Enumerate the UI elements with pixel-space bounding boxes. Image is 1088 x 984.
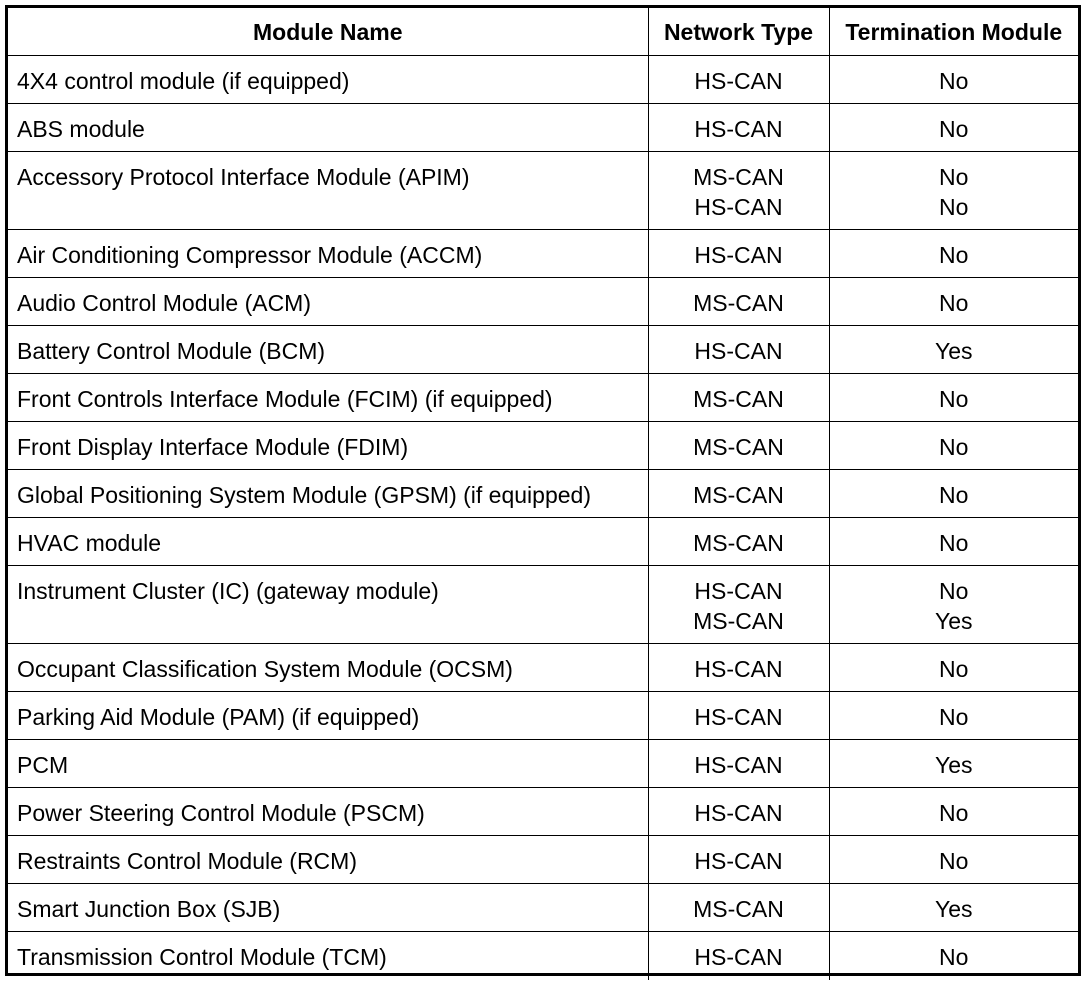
termination-module-cell bbox=[829, 884, 1078, 932]
table-row bbox=[8, 152, 1078, 230]
termination-value: Yes bbox=[934, 896, 973, 922]
network-type-cell bbox=[648, 326, 829, 374]
network-type-cell bbox=[648, 152, 829, 230]
table-row bbox=[8, 470, 1078, 518]
network-type-cell bbox=[648, 230, 829, 278]
network-type-cell bbox=[648, 104, 829, 152]
termination-value: Yes bbox=[934, 608, 973, 634]
network-type-value: HS-CAN bbox=[694, 338, 783, 364]
network-type-value: MS-CAN bbox=[693, 896, 784, 922]
module-name-cell: ABS module bbox=[8, 104, 648, 152]
table-row bbox=[8, 104, 1078, 152]
header-network-type: Network Type bbox=[648, 8, 829, 56]
network-type-cell bbox=[648, 884, 829, 932]
module-name-cell: Front Controls Interface Module (FCIM) (if equipped) bbox=[8, 374, 648, 422]
termination-module-cell bbox=[829, 740, 1078, 788]
module-name-cell: Power Steering Control Module (PSCM) bbox=[8, 788, 648, 836]
module-name-cell: PCM bbox=[8, 740, 648, 788]
module-name-cell: Air Conditioning Compressor Module (ACCM) bbox=[8, 230, 648, 278]
network-type-value: HS-CAN bbox=[694, 242, 783, 268]
termination-module-cell bbox=[829, 278, 1078, 326]
termination-value: No bbox=[939, 578, 969, 604]
termination-value: No bbox=[939, 164, 969, 190]
network-type-value: MS-CAN bbox=[693, 482, 784, 508]
module-name-cell: Instrument Cluster (IC) (gateway module) bbox=[8, 566, 648, 644]
table-row bbox=[8, 56, 1078, 104]
network-type-value: HS-CAN bbox=[694, 752, 783, 778]
termination-value: No bbox=[939, 116, 969, 142]
module-name-cell: Audio Control Module (ACM) bbox=[8, 278, 648, 326]
termination-value: No bbox=[939, 290, 969, 316]
network-type-value: HS-CAN bbox=[694, 848, 783, 874]
termination-module-cell bbox=[829, 788, 1078, 836]
termination-module-cell bbox=[829, 518, 1078, 566]
module-name-cell: Global Positioning System Module (GPSM) (if equipped) bbox=[8, 470, 648, 518]
network-type-cell bbox=[648, 374, 829, 422]
termination-value: No bbox=[939, 68, 969, 94]
network-type-cell bbox=[648, 56, 829, 104]
termination-module-cell bbox=[829, 104, 1078, 152]
termination-module-cell bbox=[829, 566, 1078, 644]
network-type-cell bbox=[648, 692, 829, 740]
termination-module-cell bbox=[829, 692, 1078, 740]
termination-value: No bbox=[939, 482, 969, 508]
termination-value: Yes bbox=[934, 752, 973, 778]
table-row bbox=[8, 836, 1078, 884]
header-termination-module: Termination Module bbox=[829, 8, 1078, 56]
table-row bbox=[8, 230, 1078, 278]
network-type-value: HS-CAN bbox=[694, 68, 783, 94]
termination-value: No bbox=[939, 386, 969, 412]
table-row bbox=[8, 326, 1078, 374]
network-type-cell bbox=[648, 932, 829, 980]
termination-value: No bbox=[939, 242, 969, 268]
module-network-table-frame bbox=[5, 5, 1081, 976]
termination-value: No bbox=[939, 704, 969, 730]
network-type-cell bbox=[648, 788, 829, 836]
network-type-cell bbox=[648, 422, 829, 470]
network-type-cell bbox=[648, 644, 829, 692]
termination-value: No bbox=[939, 434, 969, 460]
module-name-cell: Smart Junction Box (SJB) bbox=[8, 884, 648, 932]
table-row bbox=[8, 518, 1078, 566]
termination-module-cell bbox=[829, 470, 1078, 518]
network-type-cell bbox=[648, 836, 829, 884]
network-type-value: HS-CAN bbox=[694, 944, 783, 970]
termination-value: No bbox=[939, 656, 969, 682]
network-type-value: MS-CAN bbox=[693, 290, 784, 316]
termination-module-cell bbox=[829, 326, 1078, 374]
table-header-row bbox=[8, 8, 1078, 56]
termination-module-cell bbox=[829, 422, 1078, 470]
network-type-value: MS-CAN bbox=[693, 530, 784, 556]
module-name-cell: Parking Aid Module (PAM) (if equipped) bbox=[8, 692, 648, 740]
table-row bbox=[8, 566, 1078, 644]
termination-value: No bbox=[939, 848, 969, 874]
network-type-value: MS-CAN bbox=[693, 386, 784, 412]
network-type-cell bbox=[648, 566, 829, 644]
network-type-cell bbox=[648, 518, 829, 566]
module-name-cell: Accessory Protocol Interface Module (APIM) bbox=[8, 152, 648, 230]
module-name-cell: Transmission Control Module (TCM) bbox=[8, 932, 648, 980]
termination-module-cell bbox=[829, 152, 1078, 230]
network-type-value: HS-CAN bbox=[694, 578, 783, 604]
termination-value: No bbox=[939, 944, 969, 970]
table-row bbox=[8, 884, 1078, 932]
termination-module-cell bbox=[829, 932, 1078, 980]
table-row bbox=[8, 422, 1078, 470]
network-type-value: HS-CAN bbox=[694, 116, 783, 142]
table-row bbox=[8, 692, 1078, 740]
network-type-cell bbox=[648, 278, 829, 326]
termination-module-cell bbox=[829, 644, 1078, 692]
termination-module-cell bbox=[829, 374, 1078, 422]
termination-value: No bbox=[939, 194, 969, 220]
network-type-value: HS-CAN bbox=[694, 656, 783, 682]
termination-module-cell bbox=[829, 56, 1078, 104]
termination-value: Yes bbox=[934, 338, 973, 364]
table-row bbox=[8, 932, 1078, 980]
module-name-cell: Battery Control Module (BCM) bbox=[8, 326, 648, 374]
termination-value: No bbox=[939, 800, 969, 826]
table-row bbox=[8, 278, 1078, 326]
network-type-value: HS-CAN bbox=[694, 704, 783, 730]
network-type-value: HS-CAN bbox=[694, 194, 783, 220]
network-type-value: HS-CAN bbox=[694, 800, 783, 826]
module-network-table bbox=[8, 8, 1078, 980]
module-name-cell: Occupant Classification System Module (OCSM) bbox=[8, 644, 648, 692]
table-row bbox=[8, 740, 1078, 788]
termination-module-cell bbox=[829, 836, 1078, 884]
module-name-cell: 4X4 control module (if equipped) bbox=[8, 56, 648, 104]
module-name-cell: Restraints Control Module (RCM) bbox=[8, 836, 648, 884]
termination-value: No bbox=[939, 530, 969, 556]
table-row bbox=[8, 374, 1078, 422]
header-module-name: Module Name bbox=[8, 8, 648, 56]
module-name-cell: Front Display Interface Module (FDIM) bbox=[8, 422, 648, 470]
network-type-value: MS-CAN bbox=[693, 164, 784, 190]
network-type-value: MS-CAN bbox=[693, 608, 784, 634]
table-row bbox=[8, 644, 1078, 692]
network-type-value: MS-CAN bbox=[693, 434, 784, 460]
table-row bbox=[8, 788, 1078, 836]
termination-module-cell bbox=[829, 230, 1078, 278]
network-type-cell bbox=[648, 740, 829, 788]
module-name-cell: HVAC module bbox=[8, 518, 648, 566]
network-type-cell bbox=[648, 470, 829, 518]
table-body bbox=[8, 56, 1078, 980]
